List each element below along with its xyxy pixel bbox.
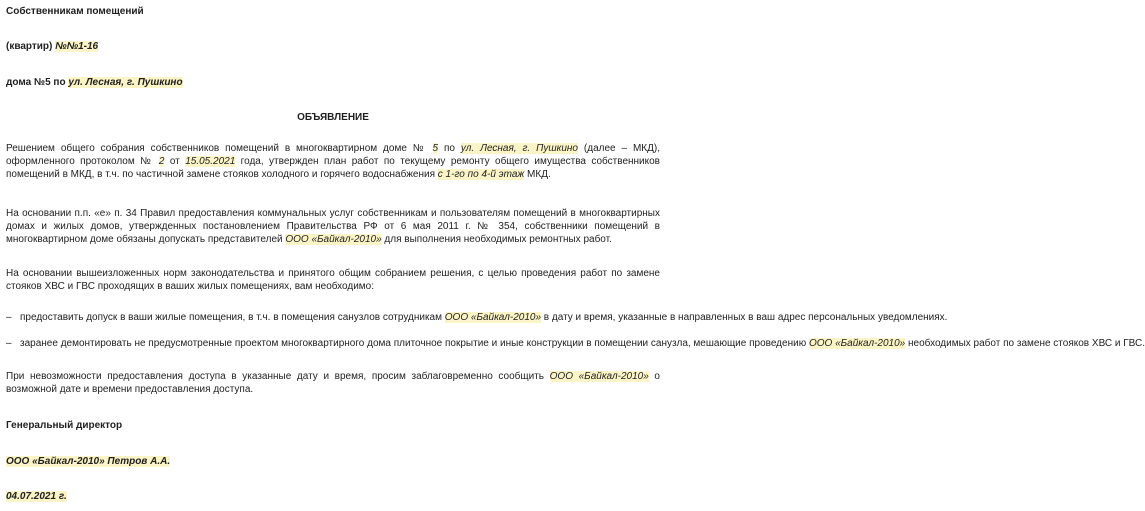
signature-position: Генеральный директор [6, 420, 123, 431]
apartments-line [6, 40, 98, 53]
list-item-access [20, 311, 948, 324]
paragraph-decision [6, 142, 660, 181]
p1-protocol-number: 2 [158, 156, 165, 167]
p2-text-1: На основании п.п. «е» п. 34 Правил предоставления коммунальных услуг собственникам и пользователям помещений в многоквартирных домах и жилых домов, утвержденных постановлением Правительства РФ от 6 мая 2011 г. № 354, собственники помещений в многоквартирном доме обязаны допускать представителей [6, 208, 660, 245]
house-address-field: ул. Лесная, г. Пушкино [68, 77, 183, 88]
list-item-dismantle [20, 337, 1145, 350]
house-prefix: дома №5 по [6, 77, 69, 88]
i2-organization: ООО «Байкал-2010» [808, 338, 906, 349]
paragraph-notice [6, 370, 660, 396]
addressee: Собственникам помещений [6, 6, 144, 17]
p4-text-2: о возможной дате и времени предоставления доступа. [6, 371, 660, 395]
paragraph-rules [6, 207, 660, 246]
document-title: ОБЪЯВЛЕНИЕ [297, 112, 369, 123]
p1-text-4: от [164, 156, 186, 167]
p2-organization: ООО «Байкал-2010» [285, 234, 382, 245]
p1-text-2: по [438, 143, 461, 154]
i2-text-1: заранее демонтировать не предусмотренные проектом многоквартирного дома плиточное покрытие и иные конструкции в помещении санузла, мешающие проведению [20, 338, 809, 349]
house-line [6, 76, 183, 89]
p1-text-6: МКД. [524, 169, 551, 180]
i1-text-2: в дату и время, указанные в направленных в ваш адрес персональных уведомлениях. [541, 312, 948, 323]
i1-text-1: предоставить допуск в ваши жилые помещения, в т.ч. в помещения санузлов сотрудникам [20, 312, 445, 323]
list-item [6, 337, 1145, 363]
signature-name: ООО «Байкал-2010» Петров А.А. [6, 456, 171, 467]
p1-address: ул. Лесная, г. Пушкино [460, 143, 578, 154]
p1-text-1: Решением общего собрания собственников помещений в многоквартирном доме № [6, 143, 433, 154]
p1-house-number: 5 [432, 143, 439, 154]
signature-date: 04.07.2021 г. [6, 491, 67, 502]
p4-text-1: При невозможности предоставления доступа в указанные дату и время, просим заблаговременно сообщить [6, 371, 550, 382]
apartments-field: №№1-16 [55, 41, 99, 52]
paragraph-basis: На основании вышеизложенных норм законодательства и принятого общим собранием решения, с целью проведения работ по замене стояков ХВС и ГВС проходящих в ваших жилых помещениях, вам необходимо: [6, 268, 660, 292]
p4-organization: ООО «Байкал-2010» [549, 371, 649, 382]
list-item [6, 311, 948, 337]
dash-marker: – [6, 312, 12, 323]
addressee-line [6, 5, 144, 18]
signature-name-line [6, 455, 170, 468]
p1-protocol-date: 15.05.2021 [185, 156, 236, 167]
p1-text-3: (далее – МКД), оформленного протоколом № [6, 143, 660, 167]
i1-organization: ООО «Байкал-2010» [444, 312, 542, 323]
dash-marker: – [6, 338, 12, 349]
signature-date-line [6, 490, 67, 503]
p1-floors: с 1-го по 4-й этаж [437, 169, 525, 180]
p1-text-5: года, утвержден план работ по текущему ремонту общего имущества собственников помещений в МКД, в т.ч. по частичной замене стояков холодного и горячего водоснабжения [6, 156, 660, 180]
p2-text-2: для выполнения необходимых ремонтных работ. [381, 234, 612, 245]
apartments-prefix: (квартир) [6, 41, 56, 52]
i2-text-2: необходимых работ по замене стояков ХВС и ГВС. [905, 338, 1145, 349]
